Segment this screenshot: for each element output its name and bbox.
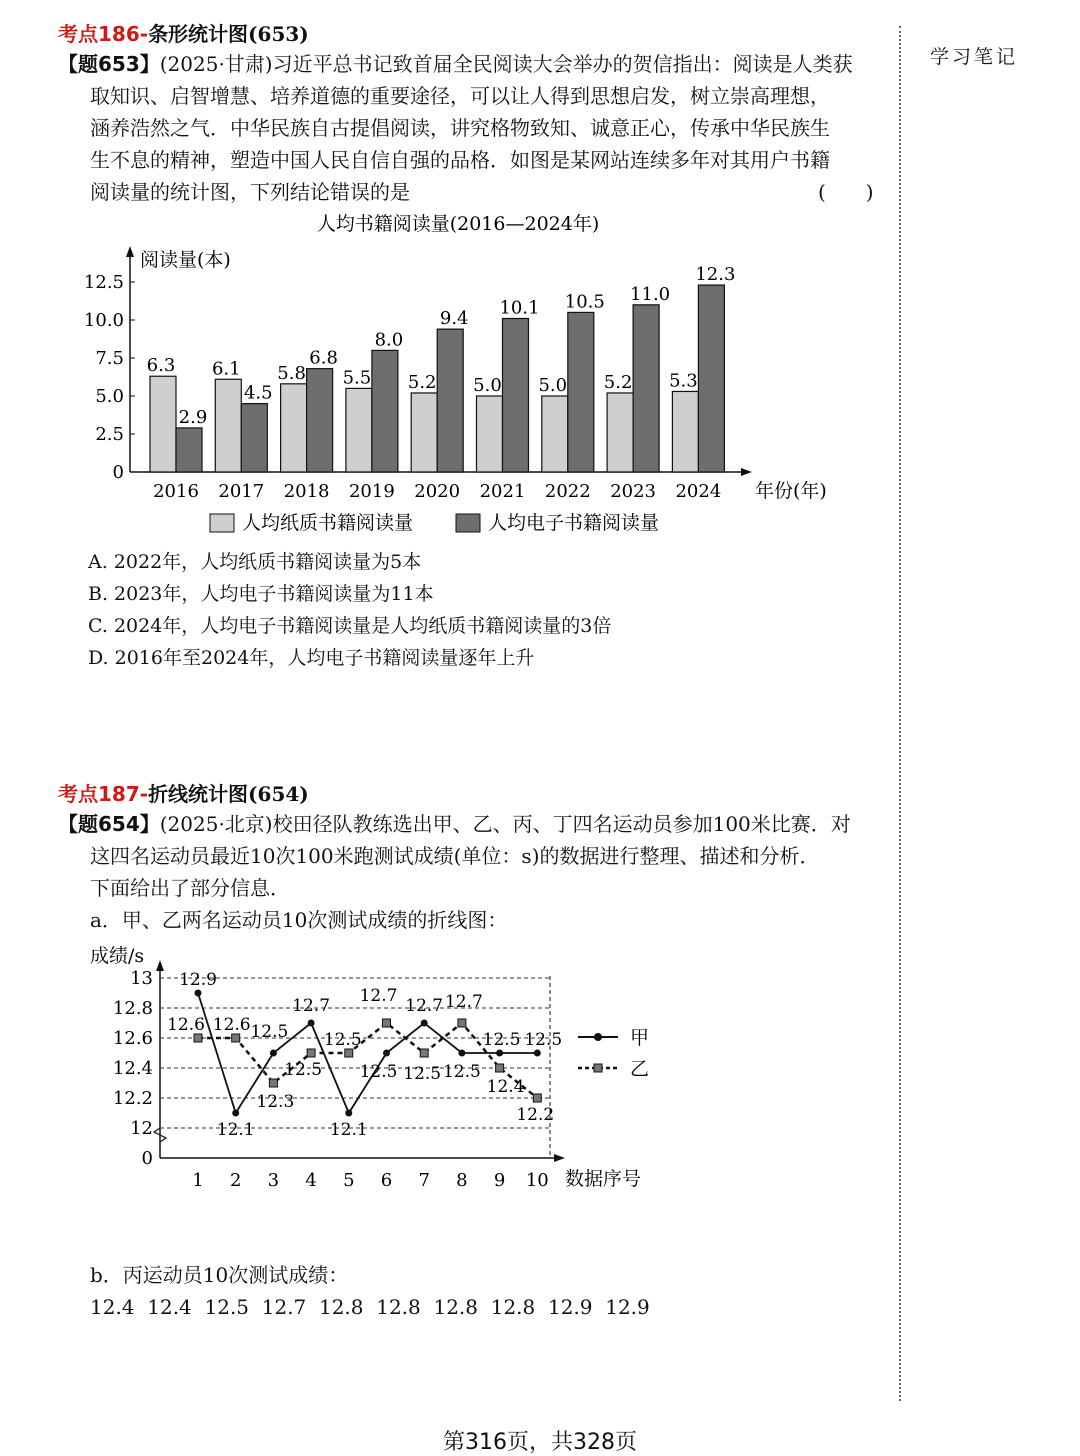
line-chart-y-tick: 12 <box>130 1118 153 1139</box>
point-yi <box>458 1019 466 1027</box>
bar-label-paper: 5.2 <box>407 371 437 393</box>
line-chart-y-tick: 12.6 <box>112 1028 153 1049</box>
legend-label-ebook: 人均电子书籍阅读量 <box>488 512 660 534</box>
study-notes-label: 学习笔记 <box>930 46 1019 68</box>
bar-label-ebook: 2.9 <box>178 406 208 428</box>
point-yi <box>533 1094 541 1102</box>
question-654-text <box>58 808 851 936</box>
section-186-heading <box>58 18 309 47</box>
question-654-line-1-text: (2025·北京)校田径队教练选出甲、乙、丙、丁四名运动员参加100米比赛．对 <box>159 812 851 836</box>
label-jia: 12.7 <box>405 996 444 1016</box>
bar-paper <box>150 376 176 472</box>
option-a: A. 2022年，人均纸质书籍阅读量为5本 <box>88 551 422 573</box>
bar-paper <box>281 384 307 472</box>
bar-chart-x-tick: 2023 <box>610 481 657 502</box>
legend-label-jia: 甲 <box>630 1027 650 1049</box>
label-jia: 12.5 <box>442 1062 481 1082</box>
option-c: C. 2024年，人均电子书籍阅读量是人均纸质书籍阅读量的3倍 <box>88 615 612 637</box>
label-jia: 12.5 <box>359 1062 398 1082</box>
section-187-prefix: 考点187- <box>58 782 149 806</box>
point-yi <box>496 1064 504 1072</box>
point-jia <box>270 1050 277 1057</box>
point-jia <box>534 1050 541 1057</box>
line-chart-x-tick: 10 <box>525 1170 549 1191</box>
bar-label-ebook: 9.4 <box>439 308 469 330</box>
point-yi <box>420 1049 428 1057</box>
bar-chart-x-arrow <box>741 468 752 476</box>
bar-chart-x-tick: 2022 <box>544 481 591 502</box>
bar-ebook <box>372 350 398 472</box>
question-653-line-5: 阅读量的统计图，下列结论错误的是 <box>90 180 410 204</box>
bar-chart-y-tick: 0 <box>112 462 124 483</box>
page-footer: 第316页，共328页 <box>443 1430 637 1455</box>
label-jia: 12.1 <box>216 1120 255 1140</box>
bar-chart-x-tick: 2021 <box>479 481 526 502</box>
bar-chart-x-tick: 2016 <box>153 481 199 502</box>
bar-paper <box>607 393 633 472</box>
legend-label-yi: 乙 <box>630 1058 650 1080</box>
bar-label-ebook: 4.5 <box>243 382 273 404</box>
point-jia <box>195 990 202 997</box>
bing-scores: 12.4 12.4 12.5 12.7 12.8 12.8 12.8 12.8 12.9 12.9 <box>90 1295 650 1319</box>
question-653-tag: 【题653】 <box>58 52 160 76</box>
bar-chart-y-tick: 12.5 <box>83 272 124 293</box>
bar-label-paper: 5.5 <box>342 367 372 389</box>
bar-label-paper: 5.3 <box>669 370 698 392</box>
bar-label-ebook: 6.8 <box>309 347 338 369</box>
label-jia: 12.1 <box>329 1120 368 1140</box>
bar-label-paper: 6.3 <box>146 355 176 377</box>
line-chart-x-tick: 5 <box>343 1170 355 1191</box>
label-jia: 12.5 <box>482 1030 521 1050</box>
point-jia <box>421 1020 428 1027</box>
question-653-line-3: 涵养浩然之气．中华民族自古提倡阅读，讲究格物致知、诚意正心，传承中华民族生 <box>90 116 830 140</box>
legend-swatch-ebook <box>456 514 480 532</box>
question-653-line-1-text: (2025·甘肃)习近平总书记致首届全民阅读大会举办的贺信指出：阅读是人类获 <box>159 52 853 76</box>
point-yi <box>383 1019 391 1027</box>
answer-bracket: ( ) <box>818 180 874 204</box>
bar-label-paper: 5.0 <box>538 375 568 396</box>
bar-label-ebook: 10.5 <box>564 291 605 313</box>
bar-ebook <box>176 428 202 472</box>
label-yi: 12.5 <box>403 1064 442 1084</box>
point-jia <box>232 1110 239 1117</box>
line-chart-x-tick: 3 <box>267 1170 280 1191</box>
bar-chart <box>60 205 860 545</box>
point-yi <box>194 1034 202 1042</box>
label-yi: 12.3 <box>256 1092 295 1112</box>
label-yi: 12.5 <box>323 1030 362 1050</box>
label-yi: 12.5 <box>284 1060 323 1080</box>
line-chart-y-arrow <box>156 960 164 971</box>
bar-chart-title: 人均书籍阅读量(2016—2024年) <box>316 213 600 235</box>
question-654-line-2: 这四名运动员最近10次100米跑测试成绩(单位：s)的数据进行整理、描述和分析． <box>90 844 820 868</box>
legend-marker-yi <box>594 1064 602 1072</box>
bar-label-ebook: 10.1 <box>499 297 540 319</box>
line-chart-y-label: 成绩/s <box>90 945 145 967</box>
line-chart-x-tick: 6 <box>380 1170 393 1191</box>
section-187-title: 折线统计图(654) <box>148 782 309 806</box>
point-yi <box>269 1079 277 1087</box>
line-chart-y-tick: 12.4 <box>112 1058 153 1079</box>
bar-chart-x-tick: 2024 <box>675 481 722 502</box>
label-jia: 12.5 <box>524 1030 563 1050</box>
label-jia: 12.5 <box>250 1022 289 1042</box>
bar-label-paper: 5.0 <box>473 375 502 396</box>
bar-ebook <box>241 404 267 472</box>
point-yi <box>232 1034 240 1042</box>
bar-chart-y-tick: 2.5 <box>95 424 124 445</box>
question-654-line-3: 下面给出了部分信息． <box>90 876 290 900</box>
bar-chart-x-tick: 2018 <box>283 481 330 502</box>
option-d: D. 2016年至2024年，人均电子书籍阅读量逐年上升 <box>88 647 535 669</box>
question-653-line-4: 生不息的精神，塑造中国人民自信自强的品格．如图是某网站连续多年对其用户书籍 <box>90 148 830 172</box>
question-653-options <box>88 546 611 674</box>
bar-chart-y-tick: 7.5 <box>95 348 124 369</box>
bar-label-ebook: 11.0 <box>630 283 671 305</box>
section-186-title: 条形统计图(653) <box>148 22 309 46</box>
question-653-text <box>58 48 853 208</box>
point-yi <box>307 1049 315 1057</box>
label-yi: 12.7 <box>359 986 398 1006</box>
line-chart-x-tick: 9 <box>493 1170 506 1191</box>
line-chart <box>80 935 680 1195</box>
bar-label-ebook: 8.0 <box>374 329 404 351</box>
bar-paper <box>477 396 503 472</box>
label-jia: 12.9 <box>179 970 217 990</box>
line-chart-x-arrow <box>554 1154 565 1162</box>
question-653-line-1 <box>58 48 853 80</box>
point-jia <box>345 1110 352 1117</box>
legend-swatch-paper <box>210 514 234 532</box>
bar-ebook <box>503 318 529 472</box>
bar-chart-x-label: 年份(年) <box>755 480 827 502</box>
bar-label-ebook: 12.3 <box>695 264 736 286</box>
bar-paper <box>411 393 437 472</box>
bar-chart-y-tick: 10.0 <box>83 310 124 331</box>
line-chart-x-label: 数据序号 <box>565 1168 642 1190</box>
bar-label-paper: 5.2 <box>603 371 633 393</box>
bar-paper <box>542 396 568 472</box>
point-jia <box>308 1020 315 1027</box>
legend-label-paper: 人均纸质书籍阅读量 <box>242 512 414 534</box>
line-chart-y-tick: 12.2 <box>112 1088 153 1109</box>
section-186-prefix: 考点186- <box>58 22 149 46</box>
label-jia: 12.7 <box>292 996 331 1016</box>
part-b-caption: b．丙运动员10次测试成绩： <box>90 1263 349 1287</box>
bar-ebook <box>633 305 659 472</box>
point-jia <box>383 1050 390 1057</box>
question-654-line-1 <box>58 808 851 840</box>
section-187-heading <box>58 778 309 807</box>
label-yi: 12.6 <box>212 1015 251 1035</box>
question-653-line-2: 取知识、启智增慧、培养道德的重要途径，可以让人得到思想启发，树立崇高理想， <box>90 84 830 108</box>
line-chart-y-tick: 12.8 <box>112 998 153 1019</box>
bar-chart-y-arrow <box>126 246 134 257</box>
line-chart-x-tick: 8 <box>456 1170 468 1191</box>
legend-marker-jia <box>594 1033 602 1041</box>
label-yi: 12.6 <box>167 1015 205 1035</box>
question-654-tag: 【题654】 <box>58 812 160 836</box>
bar-chart-x-tick: 2020 <box>414 481 461 502</box>
bar-chart-y-tick: 5.0 <box>95 386 124 407</box>
line-chart-x-tick: 7 <box>418 1170 430 1191</box>
bar-label-paper: 6.1 <box>211 358 241 380</box>
bar-paper <box>672 391 698 472</box>
label-yi: 12.2 <box>516 1105 555 1125</box>
bar-chart-y-label: 阅读量(本) <box>140 249 231 271</box>
bar-ebook <box>307 369 333 472</box>
bar-label-paper: 5.8 <box>277 362 306 384</box>
line-chart-x-tick: 4 <box>305 1170 317 1191</box>
bar-chart-x-tick: 2017 <box>218 481 265 502</box>
bar-chart-x-tick: 2019 <box>348 481 395 502</box>
part-a-caption: a．甲、乙两名运动员10次测试成绩的折线图： <box>90 908 508 932</box>
line-chart-x-tick: 2 <box>229 1170 242 1191</box>
point-yi <box>345 1049 353 1057</box>
line-chart-y-tick: 0 <box>141 1148 153 1169</box>
point-jia <box>496 1050 503 1057</box>
line-chart-x-tick: 1 <box>192 1170 204 1191</box>
point-jia <box>458 1050 465 1057</box>
bar-ebook <box>698 285 724 472</box>
bar-paper <box>215 379 241 472</box>
line-chart-y-tick: 13 <box>130 968 153 989</box>
bar-ebook <box>437 329 463 472</box>
bar-ebook <box>568 312 594 472</box>
option-b: B. 2023年，人均电子书籍阅读量为11本 <box>88 583 434 605</box>
bar-paper <box>346 388 372 472</box>
margin-divider <box>899 26 901 1401</box>
label-yi: 12.4 <box>486 1077 525 1097</box>
label-yi: 12.7 <box>444 992 483 1012</box>
